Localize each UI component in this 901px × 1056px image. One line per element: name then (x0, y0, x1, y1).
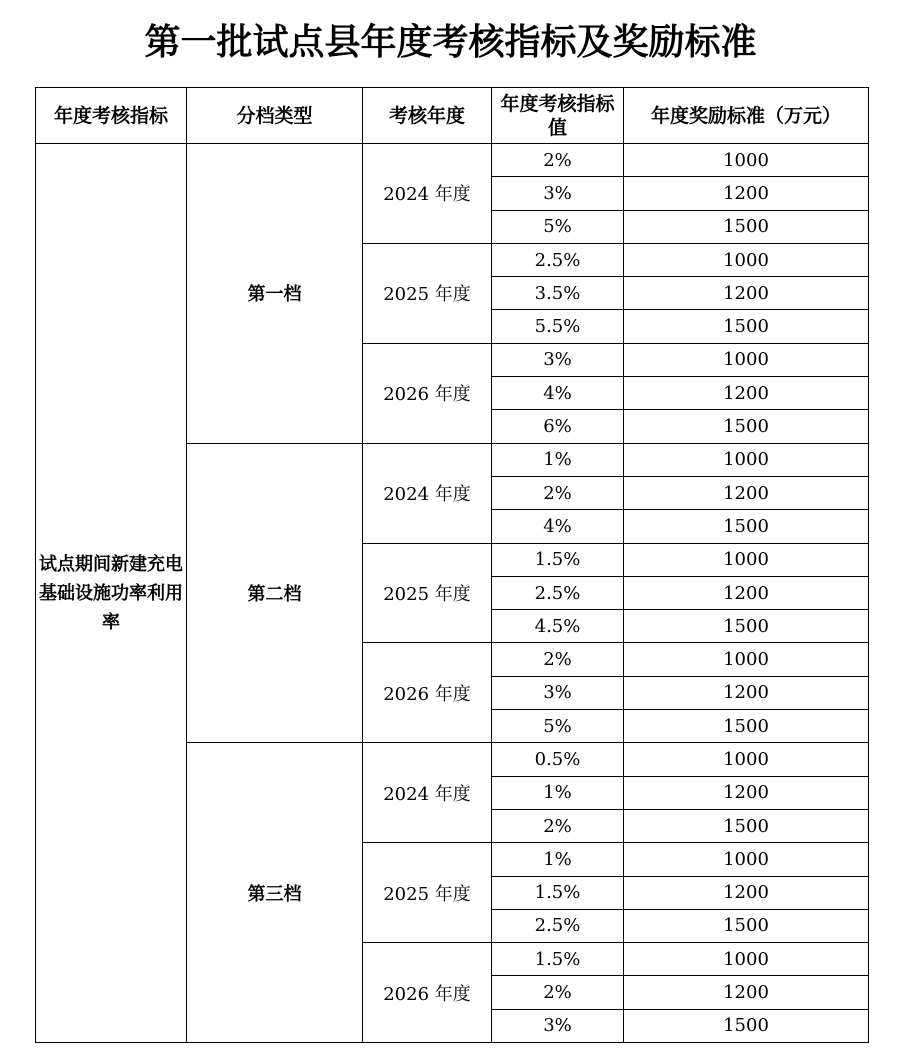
reward-amount-cell: 1500 (624, 1009, 869, 1042)
indicator-value-cell: 3.5% (492, 277, 624, 310)
indicator-value-cell: 2% (492, 976, 624, 1009)
indicator-value-cell: 4% (492, 377, 624, 410)
year-cell: 2026 年度 (363, 643, 492, 743)
indicator-value-cell: 5% (492, 710, 624, 743)
reward-amount-cell: 1500 (624, 210, 869, 243)
year-cell: 2024 年度 (363, 144, 492, 244)
indicator-value-cell: 1% (492, 443, 624, 476)
year-cell: 2026 年度 (363, 343, 492, 443)
reward-amount-cell: 1200 (624, 876, 869, 909)
reward-amount-cell: 1500 (624, 809, 869, 842)
reward-amount-cell: 1000 (624, 443, 869, 476)
indicator-value-cell: 2% (492, 144, 624, 177)
indicator-value-cell: 1% (492, 843, 624, 876)
reward-amount-cell: 1200 (624, 177, 869, 210)
reward-standards-table (35, 87, 869, 1043)
page-title: 第一批试点县年度考核指标及奖励标准 (144, 21, 757, 63)
table-body (36, 144, 869, 1043)
reward-amount-cell: 1500 (624, 710, 869, 743)
reward-amount-cell: 1200 (624, 277, 869, 310)
reward-amount-cell: 1000 (624, 743, 869, 776)
reward-amount-cell: 1200 (624, 976, 869, 1009)
header-tier: 分档类型 (187, 88, 363, 144)
indicator-value-cell: 3% (492, 177, 624, 210)
tier-cell: 第一档 (187, 144, 363, 444)
year-cell: 2024 年度 (363, 443, 492, 543)
indicator-value-cell: 2.5% (492, 909, 624, 942)
indicator-name-cell: 试点期间新建充电基础设施功率利用率 (36, 144, 187, 1043)
year-cell: 2024 年度 (363, 743, 492, 843)
reward-amount-cell: 1000 (624, 843, 869, 876)
indicator-value-cell: 4.5% (492, 610, 624, 643)
indicator-value-cell: 1% (492, 776, 624, 809)
reward-amount-cell: 1500 (624, 610, 869, 643)
reward-amount-cell: 1500 (624, 510, 869, 543)
year-cell: 2026 年度 (363, 943, 492, 1043)
indicator-value-cell: 6% (492, 410, 624, 443)
indicator-value-cell: 2% (492, 476, 624, 509)
reward-amount-cell: 1000 (624, 144, 869, 177)
indicator-value-cell: 2.5% (492, 576, 624, 609)
reward-amount-cell: 1000 (624, 543, 869, 576)
reward-amount-cell: 1200 (624, 776, 869, 809)
reward-amount-cell: 1200 (624, 476, 869, 509)
reward-amount-cell: 1200 (624, 576, 869, 609)
table-row (36, 144, 869, 177)
indicator-value-cell: 1.5% (492, 543, 624, 576)
indicator-value-cell: 5.5% (492, 310, 624, 343)
reward-amount-cell: 1200 (624, 377, 869, 410)
year-cell: 2025 年度 (363, 243, 492, 343)
indicator-value-cell: 3% (492, 343, 624, 376)
header-reward: 年度奖励标准（万元） (624, 88, 869, 144)
tier-cell: 第二档 (187, 443, 363, 743)
indicator-value-cell: 5% (492, 210, 624, 243)
indicator-value-cell: 3% (492, 676, 624, 709)
reward-amount-cell: 1200 (624, 676, 869, 709)
indicator-value-cell: 1.5% (492, 943, 624, 976)
reward-amount-cell: 1500 (624, 909, 869, 942)
reward-amount-cell: 1000 (624, 643, 869, 676)
year-cell: 2025 年度 (363, 543, 492, 643)
indicator-value-cell: 2% (492, 809, 624, 842)
indicator-value-cell: 2.5% (492, 243, 624, 276)
year-cell: 2025 年度 (363, 843, 492, 943)
table-header-row (36, 88, 869, 144)
reward-amount-cell: 1000 (624, 943, 869, 976)
indicator-value-cell: 1.5% (492, 876, 624, 909)
reward-amount-cell: 1500 (624, 410, 869, 443)
reward-amount-cell: 1000 (624, 243, 869, 276)
reward-amount-cell: 1000 (624, 343, 869, 376)
indicator-value-cell: 0.5% (492, 743, 624, 776)
indicator-value-cell: 3% (492, 1009, 624, 1042)
header-year: 考核年度 (363, 88, 492, 144)
header-value: 年度考核指标值 (492, 88, 624, 144)
indicator-value-cell: 2% (492, 643, 624, 676)
indicator-value-cell: 4% (492, 510, 624, 543)
tier-cell: 第三档 (187, 743, 363, 1043)
header-indicator: 年度考核指标 (36, 88, 187, 144)
reward-amount-cell: 1500 (624, 310, 869, 343)
